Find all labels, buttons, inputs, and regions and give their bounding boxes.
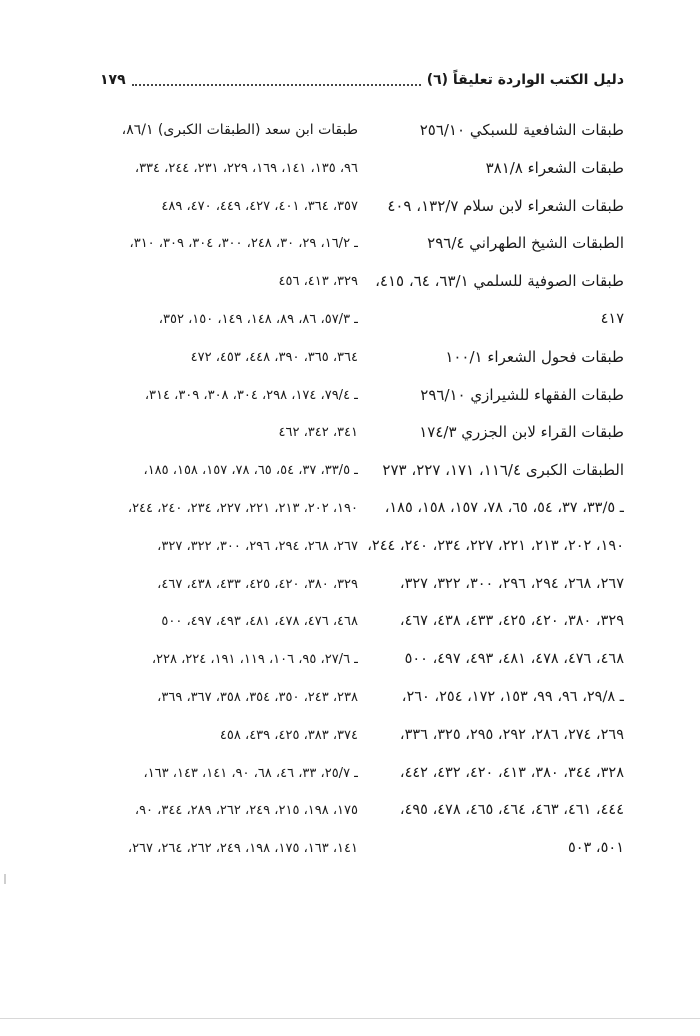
index-entry-continuation: ١٧٥، ١٩٨، ٢١٥، ٢٤٩، ٢٦٢، ٢٨٩، ٣٤٤، ٩٠، <box>134 803 358 819</box>
index-entry-continuation: ٣٢٩، ٤١٣، ٤٥٦ <box>278 274 358 290</box>
index-entry-continuation: ـ ٢٩/٨، ٩٦، ٩٩، ١٥٣، ١٧٢، ٢٥٤، ٢٦٠، <box>401 688 624 705</box>
index-entry-continuation: ـ ١٦/٢، ٢٩، ٣٠، ٢٤٨، ٣٠٠، ٣٠٤، ٣٠٩، ٣١٠، <box>129 236 358 252</box>
index-entry: طبقات الشعراء ٣٨١/٨ <box>485 158 624 177</box>
index-entry-continuation: ٢٦٧، ٢٦٨، ٢٩٤، ٢٩٦، ٣٠٠، ٣٢٢، ٣٢٧، <box>157 538 358 554</box>
index-entry-continuation: ٣٤١، ٣٤٢، ٤٦٢ <box>278 425 358 441</box>
page-edge-line <box>0 1018 700 1019</box>
index-entry-continuation: ٤٦٨، ٤٧٦، ٤٧٨، ٤٨١، ٤٩٣، ٤٩٧، ٥٠٠ <box>404 651 624 668</box>
index-entry-continuation: ١٤١، ١٦٣، ١٧٥، ١٩٨، ٢٤٩، ٢٦٢، ٢٦٤، ٢٦٧، <box>127 841 358 857</box>
index-entry-continuation: ٥٠١، ٥٠٣ <box>567 840 624 857</box>
index-entry-continuation: ٢٦٧، ٢٦٨، ٢٩٤، ٢٩٦، ٣٠٠، ٣٢٢، ٣٢٧، <box>399 575 624 592</box>
index-entry-continuation: ٢٦٩، ٢٧٤، ٢٨٦، ٢٩٢، ٢٩٥، ٣٢٥، ٣٣٦، <box>399 726 624 743</box>
index-entry: الطبقات الكبرى ١١٦/٤، ١٧١، ٢٢٧، ٢٧٣ <box>382 461 624 480</box>
header-dot-leader <box>132 83 421 86</box>
index-entry-continuation: ١٩٠، ٢٠٢، ٢١٣، ٢٢١، ٢٢٧، ٢٣٤، ٢٤٠، ٢٤٤، <box>127 500 358 516</box>
index-entry: الطبقات الشيخ الطهراني ٢٩٦/٤ <box>427 234 624 253</box>
index-entry-continuation: ٣٥٧، ٣٦٤، ٤٠١، ٤٢٧، ٤٤٩، ٤٧٠، ٤٨٩ <box>161 198 358 214</box>
index-entry-continuation: ـ ٥٧/٣، ٨٦، ٨٩، ١٤٨، ١٤٩، ١٥٠، ٣٥٢، <box>158 311 358 327</box>
index-entry: طبقات الصوفية للسلمي ٦٣/١، ٦٤، ٤١٥، <box>375 272 624 291</box>
index-entry-continuation: ٣٢٩، ٣٨٠، ٤٢٠، ٤٢٥، ٤٣٣، ٤٣٨، ٤٦٧، <box>399 613 624 630</box>
index-entry-continuation: ٤٤٤، ٤٦١، ٤٦٣، ٤٦٤، ٤٦٥، ٤٧٨، ٤٩٥، <box>399 802 624 819</box>
index-entry-continuation: ـ ٣٣/٥، ٣٧، ٥٤، ٦٥، ٧٨، ١٥٧، ١٥٨، ١٨٥، <box>384 499 624 516</box>
header-title: دليل الكتب الواردة تعليقاً (٦) <box>426 72 624 88</box>
index-entry: طبقات الشافعية للسبكي ٢٥٦/١٠ <box>419 121 624 139</box>
index-entry-continuation: ٣٢٨، ٣٤٤، ٣٨٠، ٤١٣، ٤٢٠، ٤٣٢، ٤٤٢، <box>399 764 624 781</box>
index-column-right <box>366 112 624 868</box>
index-entry: طبقات القراء لابن الجزري ١٧٤/٣ <box>419 423 624 442</box>
index-entry-continuation: ـ ٧٩/٤، ١٧٤، ٢٩٨، ٣٠٤، ٣٠٨، ٣٠٩، ٣١٤، <box>144 387 358 403</box>
index-entry-continuation: ٩٦، ١٣٥، ١٤١، ١٦٩، ٢٢٩، ٢٣١، ٢٤٤، ٣٣٤، <box>134 160 358 176</box>
index-entry: طبقات فحول الشعراء ١٠٠/١ <box>445 347 624 366</box>
index-entry-continuation: ٢٣٨، ٢٤٣، ٣٥٠، ٣٥٤، ٣٥٨، ٣٦٧، ٣٦٩، <box>157 689 358 705</box>
index-column-left <box>100 112 358 868</box>
index-entry-continuation: ـ ٢٧/٦، ٩٥، ١٠٦، ١١٩، ١٩١، ٢٢٤، ٢٢٨، <box>151 652 358 668</box>
index-entry-continuation: ٣٢٩، ٣٨٠، ٤٢٠، ٤٢٥، ٤٣٣، ٤٣٨، ٤٦٧، <box>157 576 358 592</box>
index-entry: طبقات الفقهاء للشيرازي ٢٩٦/١٠ <box>420 385 624 404</box>
index-entry: طبقات ابن سعد (الطبقات الكبرى) ٨٦/١، <box>121 122 358 138</box>
index-entry-continuation: ٤١٧ <box>600 310 624 327</box>
index-entry-continuation: ٣٧٤، ٣٨٣، ٤٢٥، ٤٣٩، ٤٥٨ <box>219 727 358 743</box>
index-entry-continuation: ٣٦٤، ٣٦٥، ٣٩٠، ٤٤٨، ٤٥٣، ٤٧٢ <box>190 349 358 365</box>
scan-artifact <box>4 874 6 884</box>
index-entry: طبقات الشعراء لابن سلام ١٣٢/٧، ٤٠٩ <box>387 196 624 215</box>
index-entry-continuation: ـ ٢٥/٧، ٣٣، ٤٦، ٦٨، ٩٠، ١٤١، ١٤٣، ١٦٣، <box>143 765 358 781</box>
index-entry-continuation: ـ ٣٣/٥، ٣٧، ٥٤، ٦٥، ٧٨، ١٥٧، ١٥٨، ١٨٥، <box>143 463 358 479</box>
page-number: ١٧٩ <box>100 72 126 88</box>
index-entry-continuation: ٤٦٨، ٤٧٦، ٤٧٨، ٤٨١، ٤٩٣، ٤٩٧، ٥٠٠ <box>161 614 358 630</box>
index-entry-continuation: ١٩٠، ٢٠٢، ٢١٣، ٢٢١، ٢٢٧، ٢٣٤، ٢٤٠، ٢٤٤، <box>367 537 624 554</box>
running-header <box>100 66 624 94</box>
